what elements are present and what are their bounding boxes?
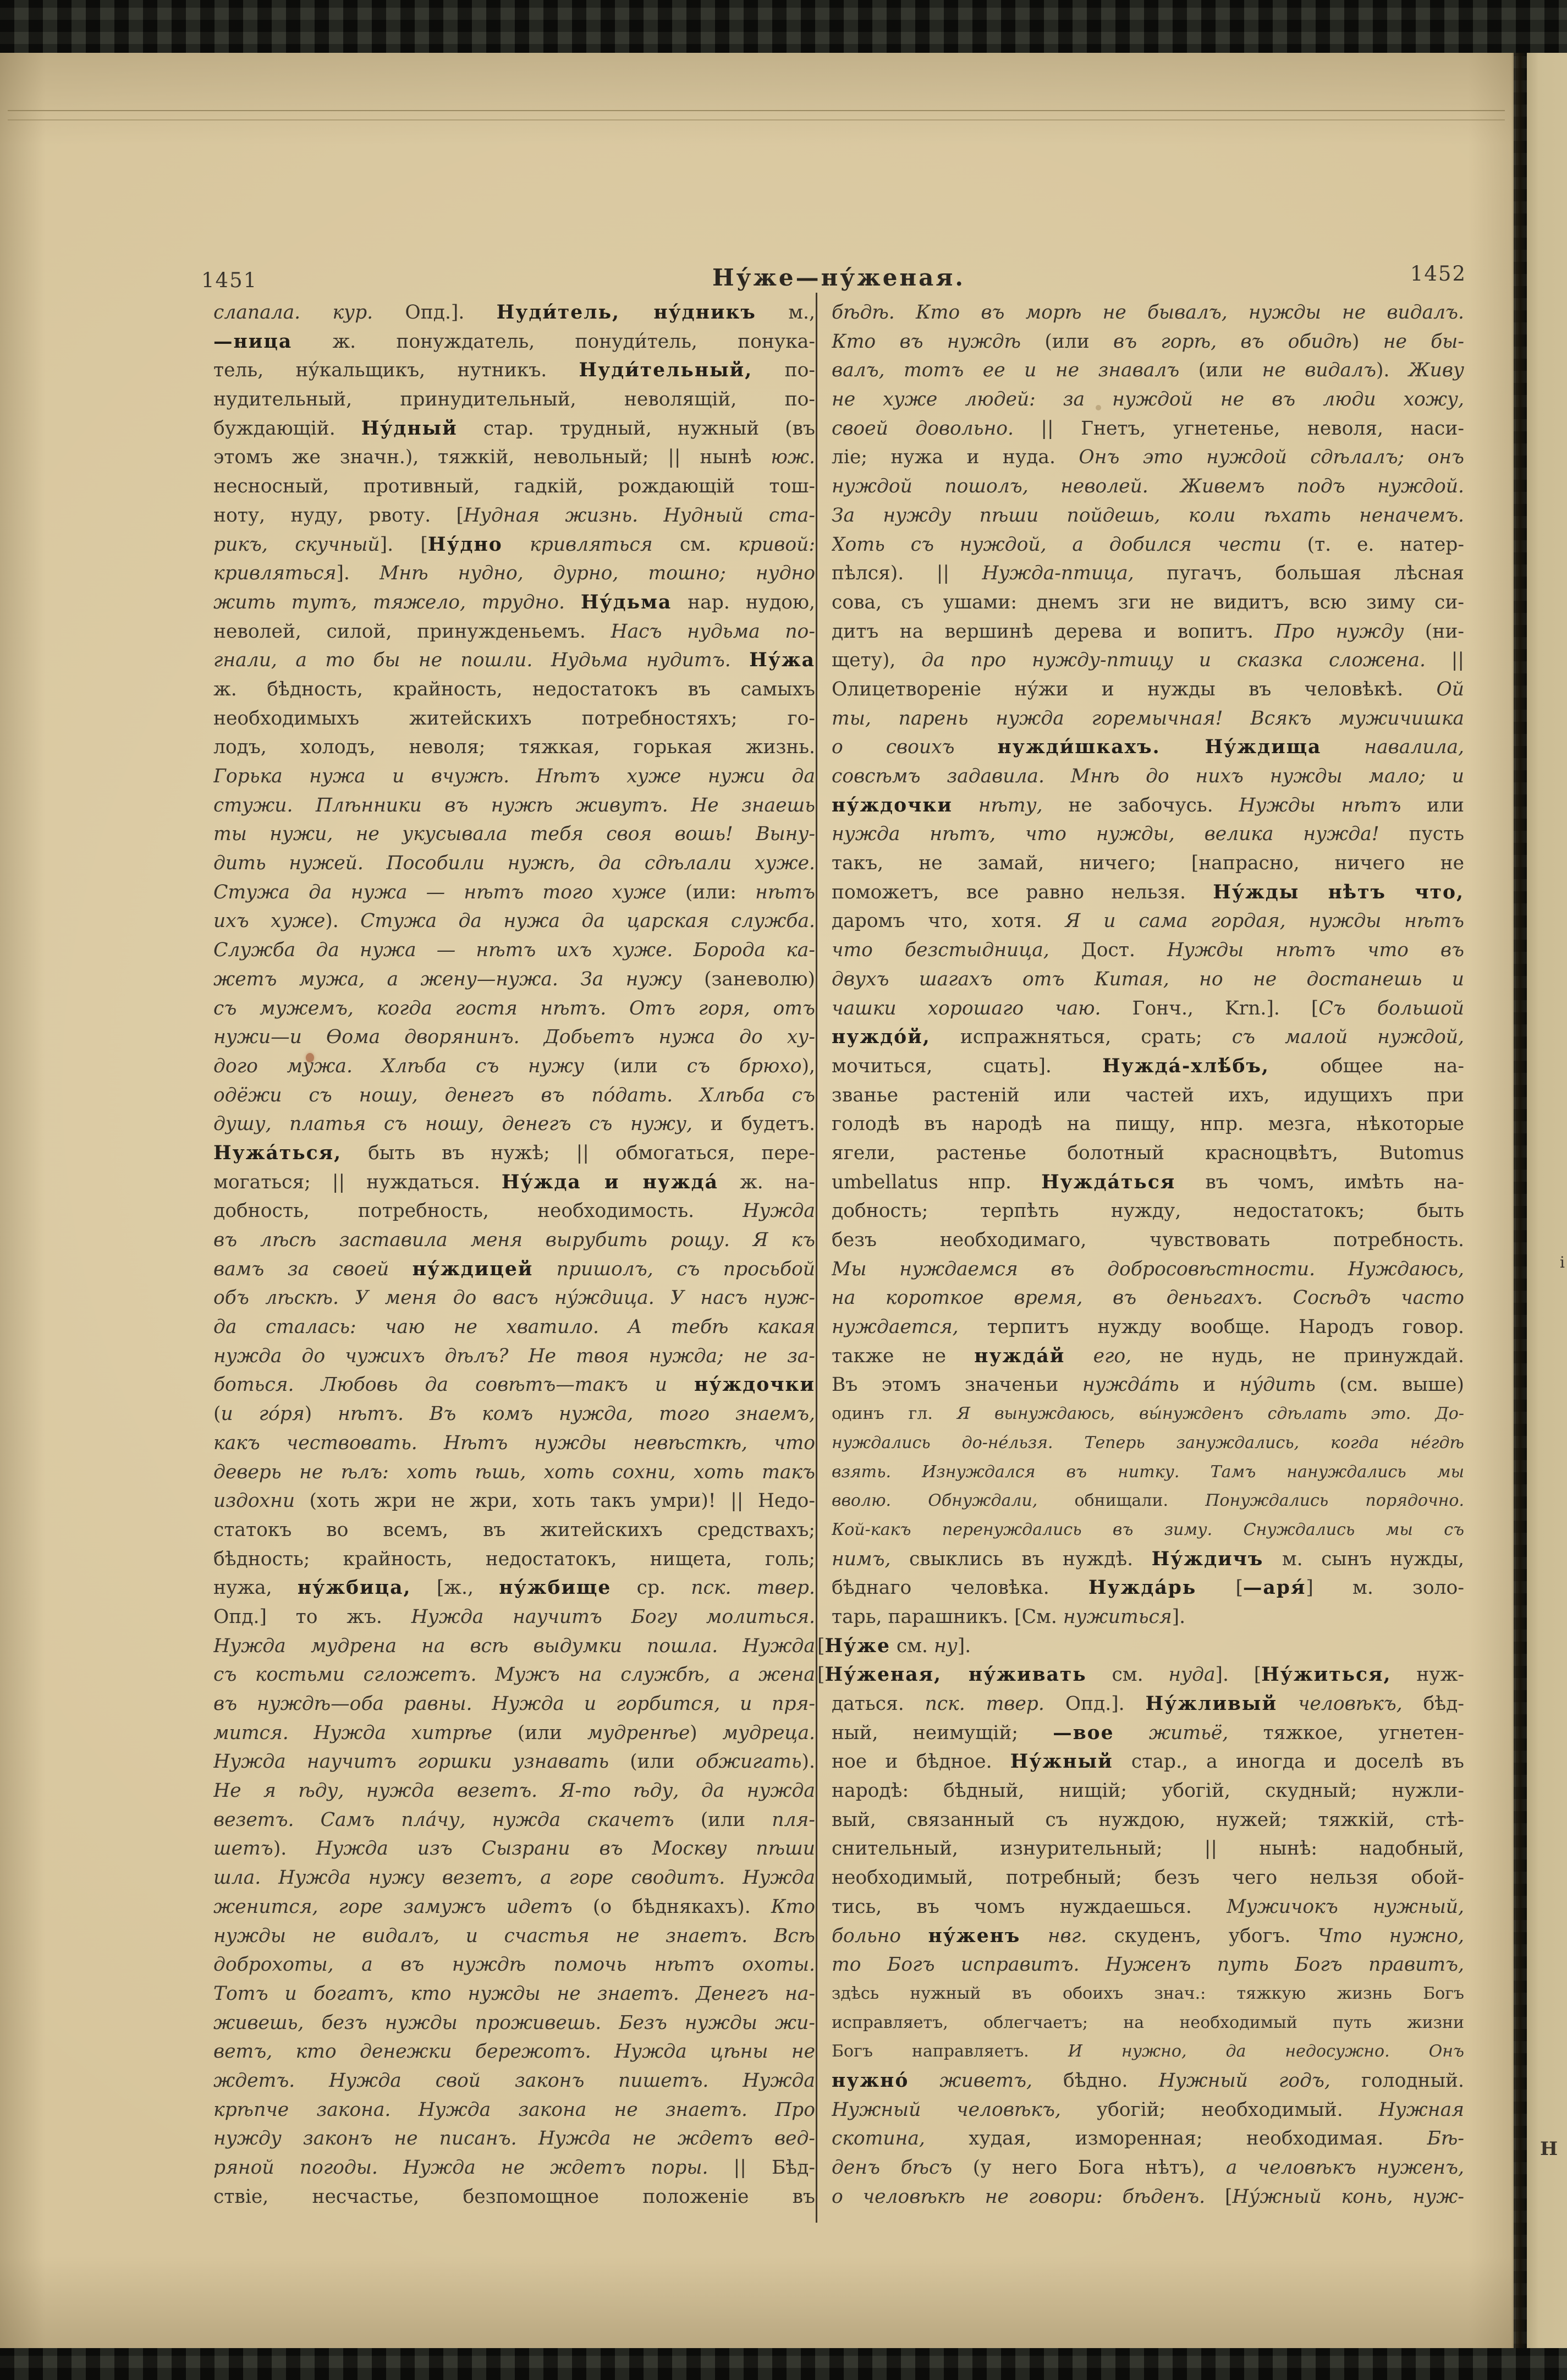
- text-line: Нужный человѣкъ, убогій; необходимый. Нужная: [832, 2098, 1464, 2121]
- text-line: Мы нуждаемся въ добросовѣстности. Нуждаюсь,: [832, 1258, 1464, 1280]
- text-line: Опд.] то жъ. Нужда научитъ Богу молиться.: [213, 1605, 815, 1628]
- text-line: Служба да нужа — нѣтъ ихъ хуже. Борода ка-: [213, 939, 815, 962]
- text-line: могаться; || нуждаться. Ну́жда и нужда́ ж. на-: [213, 1171, 815, 1193]
- text-line: нужда нѣтъ, что нужды, велика нужда! пусть: [832, 823, 1464, 846]
- text-line: на короткое время, въ деньгахъ. Сосѣдъ часто: [832, 1287, 1464, 1309]
- text-line: не хуже людей: за нуждой не въ люди хожу,: [832, 388, 1464, 411]
- text-line: нужду законъ не писанъ. Нужда не ждетъ вед-: [213, 2127, 815, 2150]
- text-line: скотина, худая, изморенная; необходимая. Бѣ-: [832, 2127, 1464, 2150]
- next-page-text-fragment: Н: [1540, 2138, 1558, 2160]
- text-line: бѣдѣ. Кто въ морѣ не бывалъ, нужды не видалъ.: [832, 301, 1464, 323]
- text-line: издохни (хоть жри не жри, хоть такъ умри)! || Недо-: [213, 1490, 815, 1512]
- text-line: валъ, тотъ ее и не знавалъ (или не видалъ). Живу: [832, 359, 1464, 382]
- text-line: ну́ждочки нѣту, не забочусь. Нужды нѣтъ или: [832, 794, 1464, 816]
- text-line: вамъ за своей ну́ждицей пришолъ, съ просьбой: [213, 1258, 815, 1280]
- text-line: нуждой пошолъ, неволей. Живемъ подъ нуждой.: [832, 475, 1464, 498]
- text-line: добность; терпѣть нужду, недостатокъ; быть: [832, 1200, 1464, 1222]
- text-line: нуждо́й, испражняться, срать; съ малой нуждой,: [832, 1026, 1464, 1049]
- text-line: Кой-какъ перенуждались въ зиму. Снуждались мы съ: [832, 1520, 1464, 1539]
- text-line: да сталась: чаю не хватило. А тебѣ какая: [213, 1316, 815, 1339]
- text-line: исправляетъ, облегчаетъ; на необходимый путь жизни: [832, 2012, 1464, 2032]
- text-line: боться. Любовь да совѣтъ—такъ и ну́ждочки: [213, 1374, 815, 1396]
- text-line: ліе; нужа и нуда. Онъ это нуждой сдѣлалъ; онъ: [832, 446, 1464, 469]
- text-line: больно ну́женъ нвг. скуденъ, убогъ. Что нужно,: [832, 1924, 1464, 1947]
- text-line: ждетъ. Нужда свой законъ пишетъ. Нужда: [213, 2069, 815, 2092]
- text-line: тель, ну́кальщикъ, нутникъ. Нуди́тельный, по-: [213, 359, 815, 382]
- text-line: поможетъ, все равно нельзя. Ну́жды нѣтъ что,: [832, 881, 1464, 903]
- text-line: кривляться]. Мнѣ нудно, дурно, тошно; нудно: [213, 562, 815, 585]
- text-line: слапала. кур. Опд.]. Нуди́тель, ну́дникъ м.,: [213, 301, 815, 323]
- next-page-text-fragment: і: [1560, 1253, 1565, 1271]
- text-line: Кто въ нуждѣ (или въ горѣ, въ обидѣ) не бы-: [832, 330, 1464, 353]
- page-number-right: 1452: [1410, 262, 1466, 286]
- text-line: —ница ж. понуждатель, понуди́тель, понука-: [213, 330, 815, 353]
- text-line: нужды не видалъ, и счастья не знаетъ. Всѣ: [213, 1924, 815, 1947]
- text-line: статокъ во всемъ, въ житейскихъ средствахъ;: [213, 1518, 815, 1541]
- text-line: бѣднаго человѣка. Нужда́рь [—аря́] м. золо-: [832, 1577, 1464, 1599]
- text-line: дить нужей. Пособили нужѣ, да сдѣлали хуже.: [213, 852, 815, 875]
- text-line: съ костьми сгложетъ. Мужъ на службѣ, а жена: [213, 1664, 815, 1686]
- text-line: Въ этомъ значеньи нужда́ть и ну́дить (см. выше): [832, 1374, 1464, 1396]
- text-line: добность, потребность, необходимость. Нужда: [213, 1200, 815, 1222]
- page-number-left: 1451: [201, 268, 258, 292]
- running-title: Ну́же—ну́женая.: [712, 264, 966, 291]
- text-line: что безстыдница, Дост. Нужды нѣтъ что въ: [832, 939, 1464, 962]
- text-line: народѣ: бѣдный, нищій; убогій, скудный; нужли-: [832, 1780, 1464, 1802]
- text-line: ствіе, несчастье, безпомощное положеніе въ: [213, 2185, 815, 2208]
- text-line: гнали, а то бы не пошли. Нудьма нудитъ. Ну́жа: [213, 649, 815, 672]
- text-line: ный, неимущій; —вое житьё, тяжкое, угнетен-: [832, 1721, 1464, 1744]
- text-line: ное и бѣдное. Ну́жный стар., а иногда и доселѣ въ: [832, 1751, 1464, 1773]
- text-line: Богъ направляетъ. И нужно, да недосужно. Онъ: [832, 2042, 1464, 2061]
- text-line: нужно́ живетъ, бѣдно. Нужный годъ, голодный.: [832, 2069, 1464, 2092]
- text-line: своей довольно. || Гнетъ, угнетенье, неволя, наси-: [832, 417, 1464, 440]
- text-line: дитъ на вершинѣ дерева и вопитъ. Про нужду (ни-: [832, 620, 1464, 643]
- text-line: ж. бѣдность, крайность, недостатокъ въ самыхъ: [213, 678, 815, 700]
- text-line: двухъ шагахъ отъ Китая, но не достанешь и: [832, 968, 1464, 990]
- text-line: лодъ, холодъ, неволя; тяжкая, горькая жизнь.: [213, 736, 815, 759]
- text-line: даромъ что, хотя. Я и сама гордая, нужды нѣтъ: [832, 910, 1464, 933]
- text-line: крѣпче закона. Нужда закона не знаетъ. Про: [213, 2098, 815, 2121]
- text-line: нужа, ну́жбица, [ж., ну́жбище ср. пск. твер.: [213, 1577, 815, 1599]
- page-edge-line: [8, 110, 1505, 111]
- text-line: деверь не ѣлъ: хоть ѣшь, хоть сохни, хоть такъ: [213, 1461, 815, 1483]
- text-line: совсѣмъ задавила. Мнѣ до нихъ нужды мало; и: [832, 765, 1464, 787]
- text-line: мится. Нужда хитрѣе (или мудренѣе) мудреца.: [213, 1721, 815, 1744]
- text-line: здѣсь нужный въ обоихъ знач.: тяжкую жизнь Богъ: [832, 1983, 1464, 2003]
- text-line: ветъ, кто денежки бережотъ. Нужда цѣны не: [213, 2041, 815, 2063]
- text-line: пѣлся). || Нужда-птица, пугачъ, большая лѣсная: [832, 562, 1464, 585]
- book-page-paper: [0, 53, 1514, 2348]
- text-line: Олицетвореніе ну́жи и нужды въ человѣкѣ. Ой: [832, 678, 1464, 700]
- text-line: шетъ). Нужда изъ Сызрани въ Москву пѣши: [213, 1838, 815, 1860]
- text-line: Нужа́ться, быть въ нужѣ; || обмогаться, пере-: [213, 1142, 815, 1164]
- text-line: сова, съ ушами: днемъ зги не видитъ, всю зиму си-: [832, 591, 1464, 613]
- text-column-right: [817, 298, 1464, 2211]
- text-line: Нужда научитъ горшки узнавать (или обжигать).: [213, 1751, 815, 1773]
- text-line: нимъ, свыклись въ нуждѣ. Ну́ждичъ м. сынъ нужды,: [832, 1548, 1464, 1570]
- text-line: одинъ гл. Я вынуждаюсь, вы́нужденъ сдѣлать это. До-: [832, 1404, 1464, 1424]
- text-line: нужи—и Ѳома дворянинъ. Добьетъ нужа до ху-: [213, 1026, 815, 1049]
- text-line: какъ чествовать. Нѣтъ нужды невѣсткѣ, что: [213, 1432, 815, 1454]
- text-line: рикъ, скучный]. [Ну́дно кривляться см. кривой:: [213, 533, 815, 556]
- text-line: голодѣ въ народѣ на пищу, нпр. мезга, нѣкоторые: [832, 1113, 1464, 1136]
- text-line: Стужа да нужа — нѣтъ того хуже (или: нѣтъ: [213, 881, 815, 903]
- text-line: тарь, парашникъ. [См. нужиться].: [832, 1605, 1186, 1628]
- text-line: жить тутъ, тяжело, трудно. Ну́дьма нар. нудою,: [213, 591, 815, 613]
- text-line: этомъ же значн.), тяжкій, невольный; || нынѣ юж.: [213, 446, 815, 469]
- text-line: Нужда мудрена на всѣ выдумки пошла. Нужда: [213, 1635, 815, 1657]
- text-line: взять. Изнуждался въ нитку. Тамъ нануждались мы: [832, 1462, 1464, 1482]
- text-line: душу, платья съ ношу, денегъ съ нужу, и будетъ.: [213, 1113, 815, 1136]
- text-line: о своихъ нужди́шкахъ. Ну́ждища навалила,: [832, 736, 1464, 759]
- text-line: буждающій. Ну́дный стар. трудный, нужный (въ: [213, 417, 815, 440]
- text-line: нужда до чужихъ дѣлъ? Не твоя нужда; не за-: [213, 1345, 815, 1367]
- text-line: необходимый, потребный; безъ чего нельзя обой-: [832, 1867, 1464, 1889]
- text-line: чашки хорошаго чаю. Гонч., Krn.]. [Съ большой: [832, 997, 1464, 1019]
- text-line: ноту, нуду, рвоту. [Нудная жизнь. Нудный ста-: [213, 504, 815, 527]
- page-edge-line: [8, 119, 1505, 120]
- text-line: мочиться, сцать]. Нужда́-хлѣ́бъ, общее на-: [832, 1055, 1464, 1077]
- book-gutter-shadow: [1511, 53, 1527, 2348]
- text-line: ты нужи, не укусывала тебя своя вошь! Выну-: [213, 823, 815, 846]
- text-line: везетъ. Самъ пла́чу, нужда скачетъ (или пля-: [213, 1808, 815, 1831]
- text-line: [Ну́женая, ну́живать см. нуда]. [Ну́житься, нуж-: [817, 1664, 1464, 1686]
- text-line: ряной погоды. Нужда не ждетъ поры. || Бѣд-: [213, 2157, 815, 2179]
- text-line: бѣдность; крайность, недостатокъ, нищета, голь;: [213, 1548, 815, 1570]
- text-line: нуждались до-не́льзя. Теперь зануждались, когда не́гдѣ: [832, 1433, 1464, 1452]
- text-line: (и го́ря) нѣтъ. Въ комъ нужда, того знаемъ,: [213, 1403, 815, 1425]
- text-line: несносный, противный, гадкій, рождающій тош-: [213, 475, 815, 498]
- text-line: одёжи съ ношу, денегъ въ по́дать. Хлѣба съ: [213, 1084, 815, 1106]
- text-line: ягели, растенье болотный красноцвѣтъ, Butomus: [832, 1142, 1464, 1164]
- text-line: стужи. Плѣнники въ нужѣ живутъ. Не знаешь: [213, 794, 815, 816]
- text-line: женится, горе замужъ идетъ (о бѣднякахъ). Кто: [213, 1895, 815, 1918]
- text-line: нудительный, принудительный, неволящій, по-: [213, 388, 815, 411]
- text-line: umbellatus нпр. Нужда́ться въ чомъ, имѣть на-: [832, 1171, 1464, 1193]
- text-line: въ лѣсѣ заставила меня вырубить рощу. Я къ: [213, 1229, 815, 1251]
- text-line: безъ необходимаго, чувствовать потребность.: [832, 1229, 1464, 1251]
- text-line: Тотъ и богатъ, кто нужды не знаетъ. Денегъ на-: [213, 1982, 815, 2005]
- column-divider-rule: [816, 293, 817, 2223]
- text-line: доброхоты, а въ нуждѣ помочь нѣтъ охоты.: [213, 1954, 815, 1976]
- text-column-left: [213, 298, 815, 2211]
- text-line: Хоть съ нуждой, а добился чести (т. е. натер-: [832, 533, 1464, 556]
- text-line: то Богъ исправитъ. Нуженъ путь Богъ правитъ,: [832, 1954, 1464, 1976]
- text-line: дого мужа. Хлѣба съ нужу (или съ брюхо),: [213, 1055, 815, 1077]
- text-line: снительный, изнурительный; || нынѣ: надобный,: [832, 1838, 1464, 1860]
- text-line: объ лѣскѣ. У меня до васъ ну́ждица. У насъ нуж-: [213, 1287, 815, 1309]
- next-page-edge: [1527, 53, 1567, 2348]
- text-line: [Ну́же см. ну].: [817, 1635, 971, 1657]
- text-line: нуждается, терпитъ нужду вообще. Народъ говор.: [832, 1316, 1464, 1339]
- text-line: даться. пск. твер. Опд.]. Ну́жливый человѣкъ, бѣд-: [832, 1693, 1464, 1715]
- text-line: живешь, безъ нужды проживешь. Безъ нужды жи-: [213, 2011, 815, 2034]
- text-line: необходимыхъ житейскихъ потребностяхъ; го-: [213, 707, 815, 730]
- text-line: жетъ мужа, а жену—нужа. За нужу (заневолю): [213, 968, 815, 990]
- text-line: шла. Нужда нужу везетъ, а горе сводитъ. Нужда: [213, 1867, 815, 1889]
- text-line: званье растеній или частей ихъ, идущихъ при: [832, 1084, 1464, 1106]
- text-line: такъ, не замай, ничего; [напрасно, ничего не: [832, 852, 1464, 875]
- text-line: съ мужемъ, когда гостя нѣтъ. Отъ горя, отъ: [213, 997, 815, 1019]
- text-line: также не нужда́й его, не нудь, не принуждай.: [832, 1345, 1464, 1367]
- text-line: неволей, силой, принужденьемъ. Насъ нудьма по-: [213, 620, 815, 643]
- text-line: Не я ѣду, нужда везетъ. Я-то ѣду, да нужда: [213, 1780, 815, 1802]
- text-line: За нужду пѣши пойдешь, коли ѣхать неначемъ.: [832, 504, 1464, 527]
- text-line: ты, парень нужда горемычная! Всякъ мужичишка: [832, 707, 1464, 730]
- text-line: Горька нужа и вчужѣ. Нѣтъ хуже нужи да: [213, 765, 815, 787]
- text-line: о человѣкѣ не говори: бѣденъ. [Ну́жный конь, нуж-: [832, 2185, 1464, 2208]
- text-line: денъ бѣсъ (у него Бога нѣтъ), а человѣкъ нуженъ,: [832, 2157, 1464, 2179]
- text-line: тись, въ чомъ нуждаешься. Мужичокъ нужный,: [832, 1895, 1464, 1918]
- text-line: вволю. Обнуждали, обнищали. Понуждались порядочно.: [832, 1491, 1464, 1511]
- text-line: вый, связанный съ нуждою, нужей; тяжкій, стѣ-: [832, 1808, 1464, 1831]
- text-line: въ нуждѣ—оба равны. Нужда и горбится, и пря-: [213, 1693, 815, 1715]
- text-line: ихъ хуже). Стужа да нужа да царская служба.: [213, 910, 815, 933]
- text-line: щету), да про нужду-птицу и сказка сложена. ||: [832, 649, 1464, 672]
